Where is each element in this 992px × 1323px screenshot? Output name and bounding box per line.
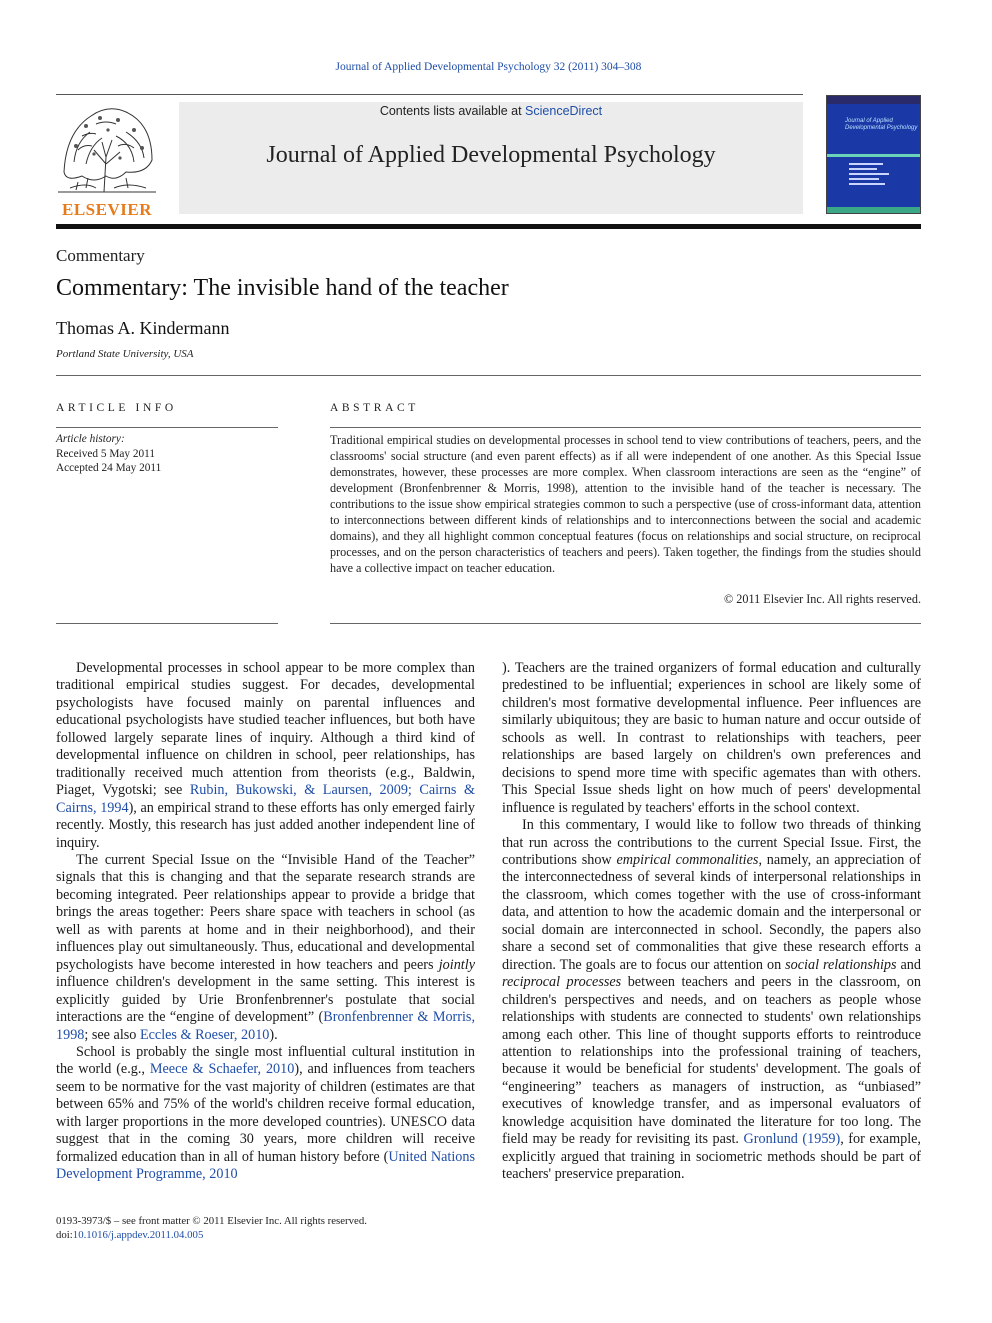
citation-link[interactable]: Rubin, Bukowski, & Laursen, 2009; Cairns & Cairns, 1994 (56, 782, 475, 816)
emphasis: social relationships (785, 956, 897, 973)
emphasis: reciprocal processes (502, 974, 622, 991)
cover-title-block (827, 104, 920, 154)
paragraph: In this commentary, I would like to follow two threads of thinking that run across the contributions to the current Special Issue. First, the contributions show empirical commonalities, namely, an appreciation of the interconnectedness of several kinds of interpersonal relationships in the classroom, which comes together with the use of cross-informant data, and attention to how the academic domain and the interpersonal or social domain are interconnected in school. Secondly, the papers also share a second set of commonalities that give these research efforts a direction. The goals are to focus our attention on social relationships and reciprocal processes between teachers and peers in the classroom, on children's perspectives and needs, and on teachers as people whose relationships with students are connected to students' own relationships among each other. This line of thought supports efforts to reintroduce attention to relationships into the professional training of teachers, because it would be beneficial for students' development. The goals of “engineering” teachers as managers of instruction, as “unbiased” executives of knowledge transfer, and as impersonal evaluators of knowledge acquisition have dominated the literature for too long. The field may be ready for revisiting its past. Gronlund (1959), for example, explicitly argued that training in sociometric methods should be part of teachers' preservice preparation. (502, 817, 921, 1183)
article-info-heading: ARTICLE INFO (56, 402, 177, 414)
journal-title[interactable]: Journal of Applied Developmental Psychology (266, 142, 716, 168)
citation-link[interactable]: Gronlund (1959) (743, 1131, 841, 1148)
abstract-heading: ABSTRACT (330, 402, 419, 414)
citation-link[interactable]: Eccles & Roeser, 2010 (139, 1026, 270, 1043)
masthead (56, 94, 803, 219)
emphasis: empirical commonalities (616, 851, 759, 868)
paragraph: Developmental processes in school appear to be more complex than traditional empirical studies suggest. For decades, developmental psychologists have focused mainly on parental influences and educational psychologists have studied teacher influences, but both have followed largely separate lines of inquiry. Although a third kind of developmental influence on children in school, peer relationships, has traditionally received much attention from theorists (e.g., Baldwin, Piaget, Vygotski; see Rubin, Bukowski, & Laursen, 2009; Cairns & Cairns, 1994), an empirical strand to these efforts has only emerged fairly recently. Mostly, this research has just added another independent line of inquiry. (56, 660, 475, 851)
accepted-date: Accepted 24 May 2011 (56, 462, 162, 474)
elsevier-wordmark: ELSEVIER (62, 200, 152, 219)
citation-link[interactable]: Bronfenbrenner & Morris, 1998 (56, 1009, 475, 1043)
citation-link[interactable]: Meece & Schaefer, 2010 (149, 1061, 295, 1078)
history-label: Article history: (56, 433, 125, 445)
cover-bottom-strip (827, 207, 920, 213)
contents-availability (179, 104, 803, 118)
journal-reference[interactable]: Journal of Applied Developmental Psychology 32 (2011) 304–308 (335, 61, 642, 73)
abstract-bottom-rule (330, 623, 921, 624)
paragraph: The current Special Issue on the “Invisible Hand of the Teacher” signals that this is changing and that the separate research strands are becoming integrated. Peer relationships appear to provide a bridge that brings the areas together: Peers share space with teachers in school (as well as with parents at home and in their neighborhood), and their influences play out simultaneously. Thus, educational and developmental psychologists have become interested in how teachers and peers jointly influence children's development in the same setting. This interest is explicitly guided by Urie Bronfenbrenner's postulate that social interactions are the “engine of development” (Bronfenbrenner & Morris, 1998; see also Eccles & Roeser, 2010). (56, 851, 475, 1043)
cover-text-line (849, 178, 879, 180)
citation-link[interactable]: United Nations Development Programme, 2010 (56, 1148, 475, 1183)
article-info-bottom-rule (56, 623, 278, 624)
page-footer (56, 1214, 367, 1242)
elsevier-tree-icon (56, 102, 158, 194)
abstract-text: Traditional empirical studies on developmental processes in school tend to view contributions of teachers, peers, and the classrooms' social structure (and even parent effects) as if all were independent of one another. As this Special Issue demonstrates, however, these processes are more complex. When classroom interactions are seen as the “engine” of development (Bronfenbrenner & Morris, 1998), attention to the invisible hand of the teacher is necessary. The contributions to the issue show empirical strategies common to such a perspective (use of cross-informant data, attention to interconnections between different kinds of relationships and to interconnections between the social and academic domains), and they all highlight common conceptual features (focus on relationships and social structure, on reciprocal processes, and on the person characteristics of teachers and peers). Taken together, the findings from the studies should have a collective impact on teacher education. (330, 433, 921, 575)
body-column-left (56, 660, 475, 1184)
issn-line: 0193-3973/$ – see front matter © 2011 Elsevier Inc. All rights reserved. (56, 1215, 367, 1227)
cover-text-line (849, 173, 889, 175)
journal-cover-thumbnail[interactable] (826, 95, 921, 214)
received-date: Received 5 May 2011 (56, 447, 156, 460)
doi-link[interactable]: 10.1016/j.appdev.2011.04.005 (72, 1229, 204, 1241)
author-name[interactable]: Thomas A. Kindermann (56, 318, 230, 338)
emphasis: jointly (438, 956, 475, 973)
masthead-rule (56, 94, 803, 95)
elsevier-logo[interactable] (56, 102, 158, 219)
paragraph-continuation: ). Teachers are the trained organizers of formal education and culturally predestined to be influential; experiences in school are likely some of children's most formative developmental influence. Peer influences are similarly ubiquitous; they are basic to human nature and occur outside of schools as well. In contrast to relationships with teachers, peer relationships are based largely on children's own preferences and decisions to spend more time with specific agemates than with others. This Special Issue sheds light on how much of peers' developmental influence is regulated by teachers' efforts in the school context. (502, 660, 921, 816)
body-column-right (502, 660, 921, 1184)
article-title: Commentary: The invisible hand of the teacher (56, 275, 509, 301)
sciencedirect-link[interactable]: ScienceDirect (525, 104, 603, 118)
cover-text-line (849, 168, 877, 170)
cover-contents-block (827, 157, 920, 214)
cover-text-line (849, 163, 883, 165)
cover-top-strip (827, 96, 920, 104)
abstract-rule (330, 427, 921, 428)
doi-line: doi:10.1016/j.appdev.2011.04.005 (56, 1229, 204, 1241)
journal-banner (179, 102, 803, 214)
title-divider (56, 375, 921, 376)
paragraph: School is probably the single most influential cultural institution in the world (e.g., Meece & Schaefer, 2010), and influences from teachers seem to be normative for the vast majority of children (estimates are that between 65% and 75% of the world's children receive formal education, with larger proportions in the more developed countries). UNESCO data suggest that in the coming 30 years, more children will receive formalized education than in all of human history before (United Nations Development Programme, 2010 (56, 1043, 475, 1183)
abstract-copyright: © 2011 Elsevier Inc. All rights reserved. (724, 592, 921, 606)
cover-title: Journal of Applied Developmental Psychology (845, 118, 918, 131)
cover-text-line (849, 183, 885, 185)
article-info-rule (56, 427, 278, 428)
author-affiliation: Portland State University, USA (56, 348, 194, 360)
article-history (56, 432, 278, 476)
contents-prefix: Contents lists available at (379, 104, 526, 118)
header-divider (56, 224, 921, 229)
section-type: Commentary (56, 246, 145, 265)
